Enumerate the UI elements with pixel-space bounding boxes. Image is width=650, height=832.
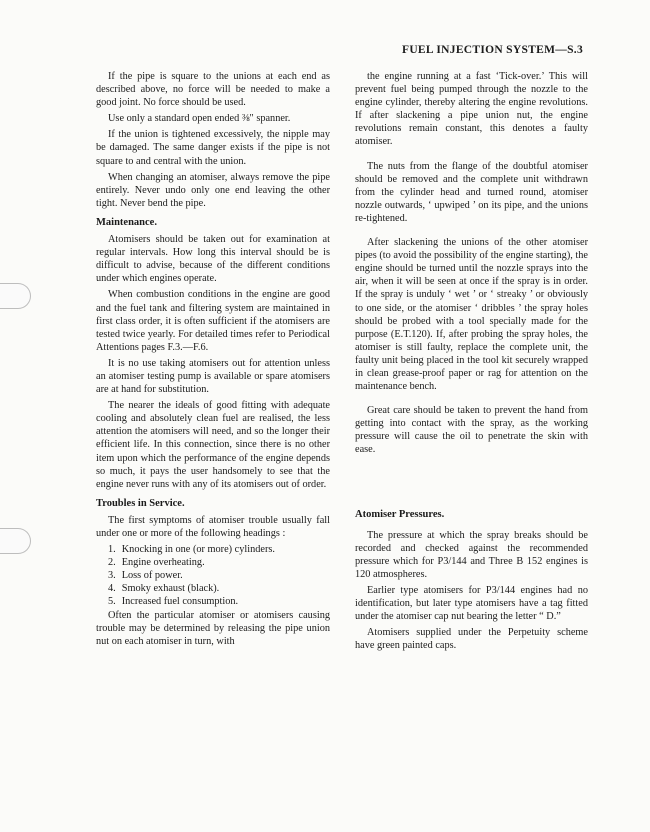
paragraph: Earlier type atomisers for P3/144 engines had no identification, but later type atomisers have a tag fitted under the atomiser cap nut bearing the letter “ D.” [355, 585, 588, 623]
punch-hole [0, 528, 31, 554]
paragraph: After slackening the unions of the other atomiser pipes (to avoid the possibility of the engine starting), the engine should be turned until the nozzle sprays into the air, when it will be seen at once if the spray is in order. If the spray is unduly ‘ wet ’ or ‘ streaky ’ or obviously to one side, or the atomiser ‘ dribbles ’ the spray holes should be probed with a tool specially made for the purpose (E.T.120). If, after probing the spray holes, the atomiser is still faulty, replace the complete unit, the faulty unit being placed in the tool kit securely wrapped in clean grease-proof paper or rag for attention on the maintenance bench. [355, 237, 588, 393]
list-item [108, 543, 330, 556]
paragraph: Atomisers should be taken out for examination at regular intervals. How long this interval should be is difficult to advise, because of the different conditions under which engines operate. [96, 234, 330, 285]
page-header: FUEL INJECTION SYSTEM—S.3 [402, 44, 583, 56]
left-column [96, 70, 330, 651]
paragraph: The nearer the ideals of good fitting with adequate cooling and absolutely clean fuel are realised, the less attention the atomisers will need, and so the longer their efficient life. In this connection, since there is no other item upon which the performance of the engine depends so much, it pays the user handsomely to see that the engine never runs with any of its atomisers out of order. [96, 400, 330, 490]
section-heading-maintenance: Maintenance. [96, 216, 157, 228]
list-number: 1. [108, 544, 116, 556]
list-text: Engine overheating. [121, 557, 205, 569]
list-item [108, 556, 330, 569]
paragraph: When combustion conditions in the engine are good and the fuel tank and filtering system are maintained in first class order, it is often sufficient if the atomisers are tested twice yearly. For detailed times refer to Periodical Attentions pages F.3.—F.6. [96, 289, 330, 353]
list-text: Smoky exhaust (black). [121, 583, 220, 595]
list-number: 3. [108, 570, 116, 582]
symptom-list [96, 543, 330, 608]
paragraph: the engine running at a fast ‘Tick-over.’ This will prevent fuel being pumped through the nozzle to the engine cylinder, thereby altering the engine revolutions. If after slackening a pipe union nut, the engine revolutions remain constant, this denotes a faulty atomiser. [355, 71, 588, 148]
list-text: Knocking in one (or more) cylinders. [121, 544, 276, 556]
list-item [108, 569, 330, 582]
list-text: Increased fuel consumption. [121, 596, 239, 608]
list-item [108, 582, 330, 595]
paragraph: If the union is tightened excessively, the nipple may be damaged. The same danger exists if the pipe is not square to and central with the union. [96, 129, 330, 167]
paragraph: Often the particular atomiser or atomisers causing trouble may be determined by releasing the pipe union nut on each atomiser in turn, with [96, 609, 330, 647]
section-heading-troubles: Troubles in Service. [96, 497, 185, 509]
list-number: 4. [108, 583, 116, 595]
list-number: 5. [108, 596, 116, 608]
list-text: Loss of power. [121, 570, 183, 582]
paragraph: Use only a standard open ended ⅜" spanner. [108, 113, 291, 125]
right-column [355, 70, 588, 655]
section-heading-pressures: Atomiser Pressures. [355, 508, 445, 520]
paragraph: The pressure at which the spray breaks should be recorded and checked against the recommended pressure which for P3/144 and Three B 152 engines is 120 atmospheres. [355, 529, 588, 580]
paragraph: The nuts from the flange of the doubtful atomiser should be removed and the complete unit withdrawn from the cylinder head and turned round, atomiser nozzle outwards, ‘ upwiped ’ on its pipe, and the unions re-tightened. [355, 160, 588, 224]
list-item [108, 595, 330, 608]
paragraph: If the pipe is square to the unions at each end as described above, no force will be needed to make a good joint. No force should be used. [96, 71, 330, 109]
punch-hole [0, 283, 31, 309]
paragraph: It is no use taking atomisers out for attention unless an atomiser testing pump is available or spare atomisers are at hand for substitution. [96, 357, 330, 396]
paragraph: Great care should be taken to prevent the hand from getting into contact with the spray, as the working pressure will cause the oil to penetrate the skin with ease. [355, 405, 588, 456]
paragraph: When changing an atomiser, always remove the pipe entirely. Never undo only one end leaving the other tight. Never bend the pipe. [96, 171, 330, 209]
paragraph: The first symptoms of atomiser trouble usually fall under one or more of the following headings : [96, 514, 330, 539]
paragraph: Atomisers supplied under the Perpetuity scheme have green painted caps. [355, 627, 588, 652]
list-number: 2. [108, 557, 116, 569]
